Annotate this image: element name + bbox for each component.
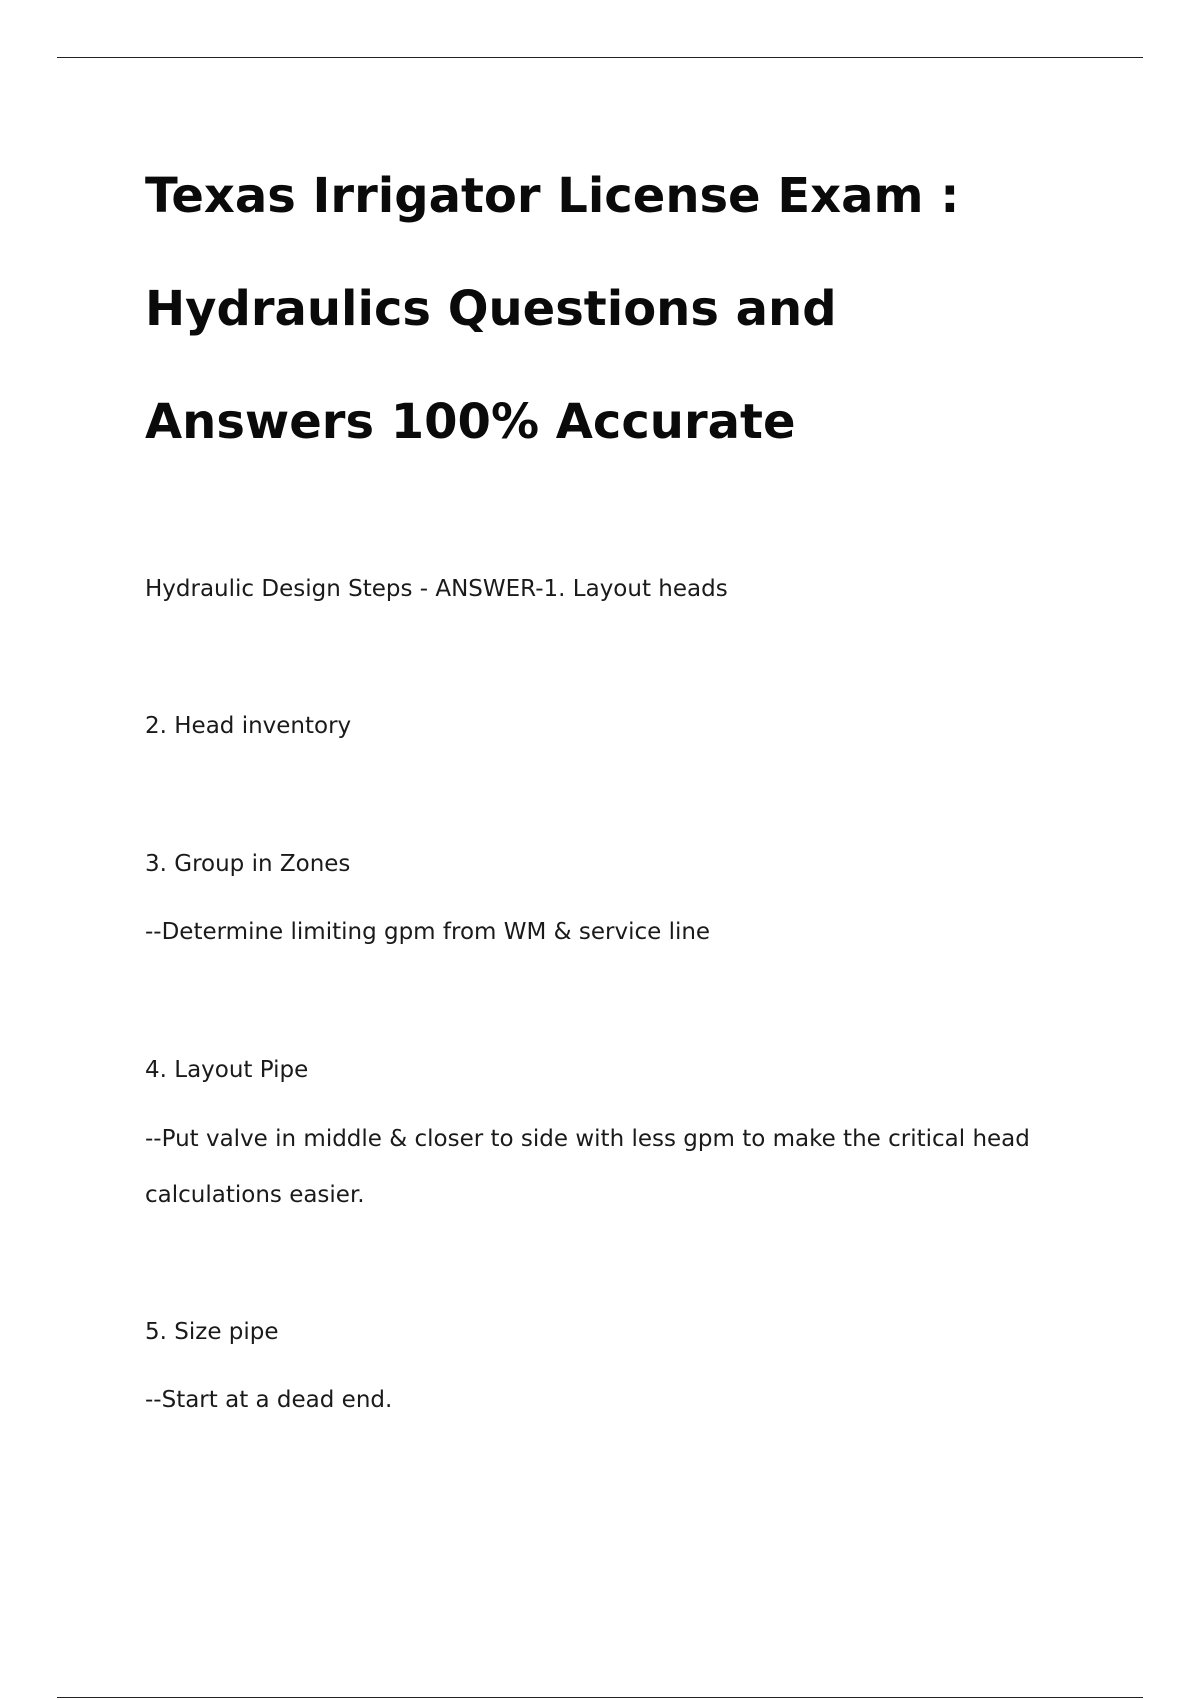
step-paragraph: 4. Layout Pipe bbox=[145, 1057, 309, 1083]
question-answer-paragraph: Hydraulic Design Steps - ANSWER-1. Layout heads bbox=[145, 576, 728, 602]
step-note-paragraph: --Start at a dead end. bbox=[145, 1387, 393, 1413]
step-paragraph: 2. Head inventory bbox=[145, 713, 352, 739]
document-title bbox=[145, 140, 1105, 479]
title-line: Texas Irrigator License Exam : bbox=[145, 168, 960, 224]
step-note-paragraph: --Put valve in middle & closer to side with less gpm to make the critical head calculations easier. bbox=[145, 1126, 1030, 1208]
step-paragraph: 5. Size pipe bbox=[145, 1319, 279, 1345]
step-paragraph: 3. Group in Zones bbox=[145, 851, 351, 877]
header-rule bbox=[57, 57, 1143, 58]
title-line: Hydraulics Questions and bbox=[145, 281, 837, 337]
title-line: Answers 100% Accurate bbox=[145, 394, 796, 450]
step-note-paragraph: --Determine limiting gpm from WM & service line bbox=[145, 919, 711, 945]
footer-rule bbox=[57, 1697, 1143, 1698]
